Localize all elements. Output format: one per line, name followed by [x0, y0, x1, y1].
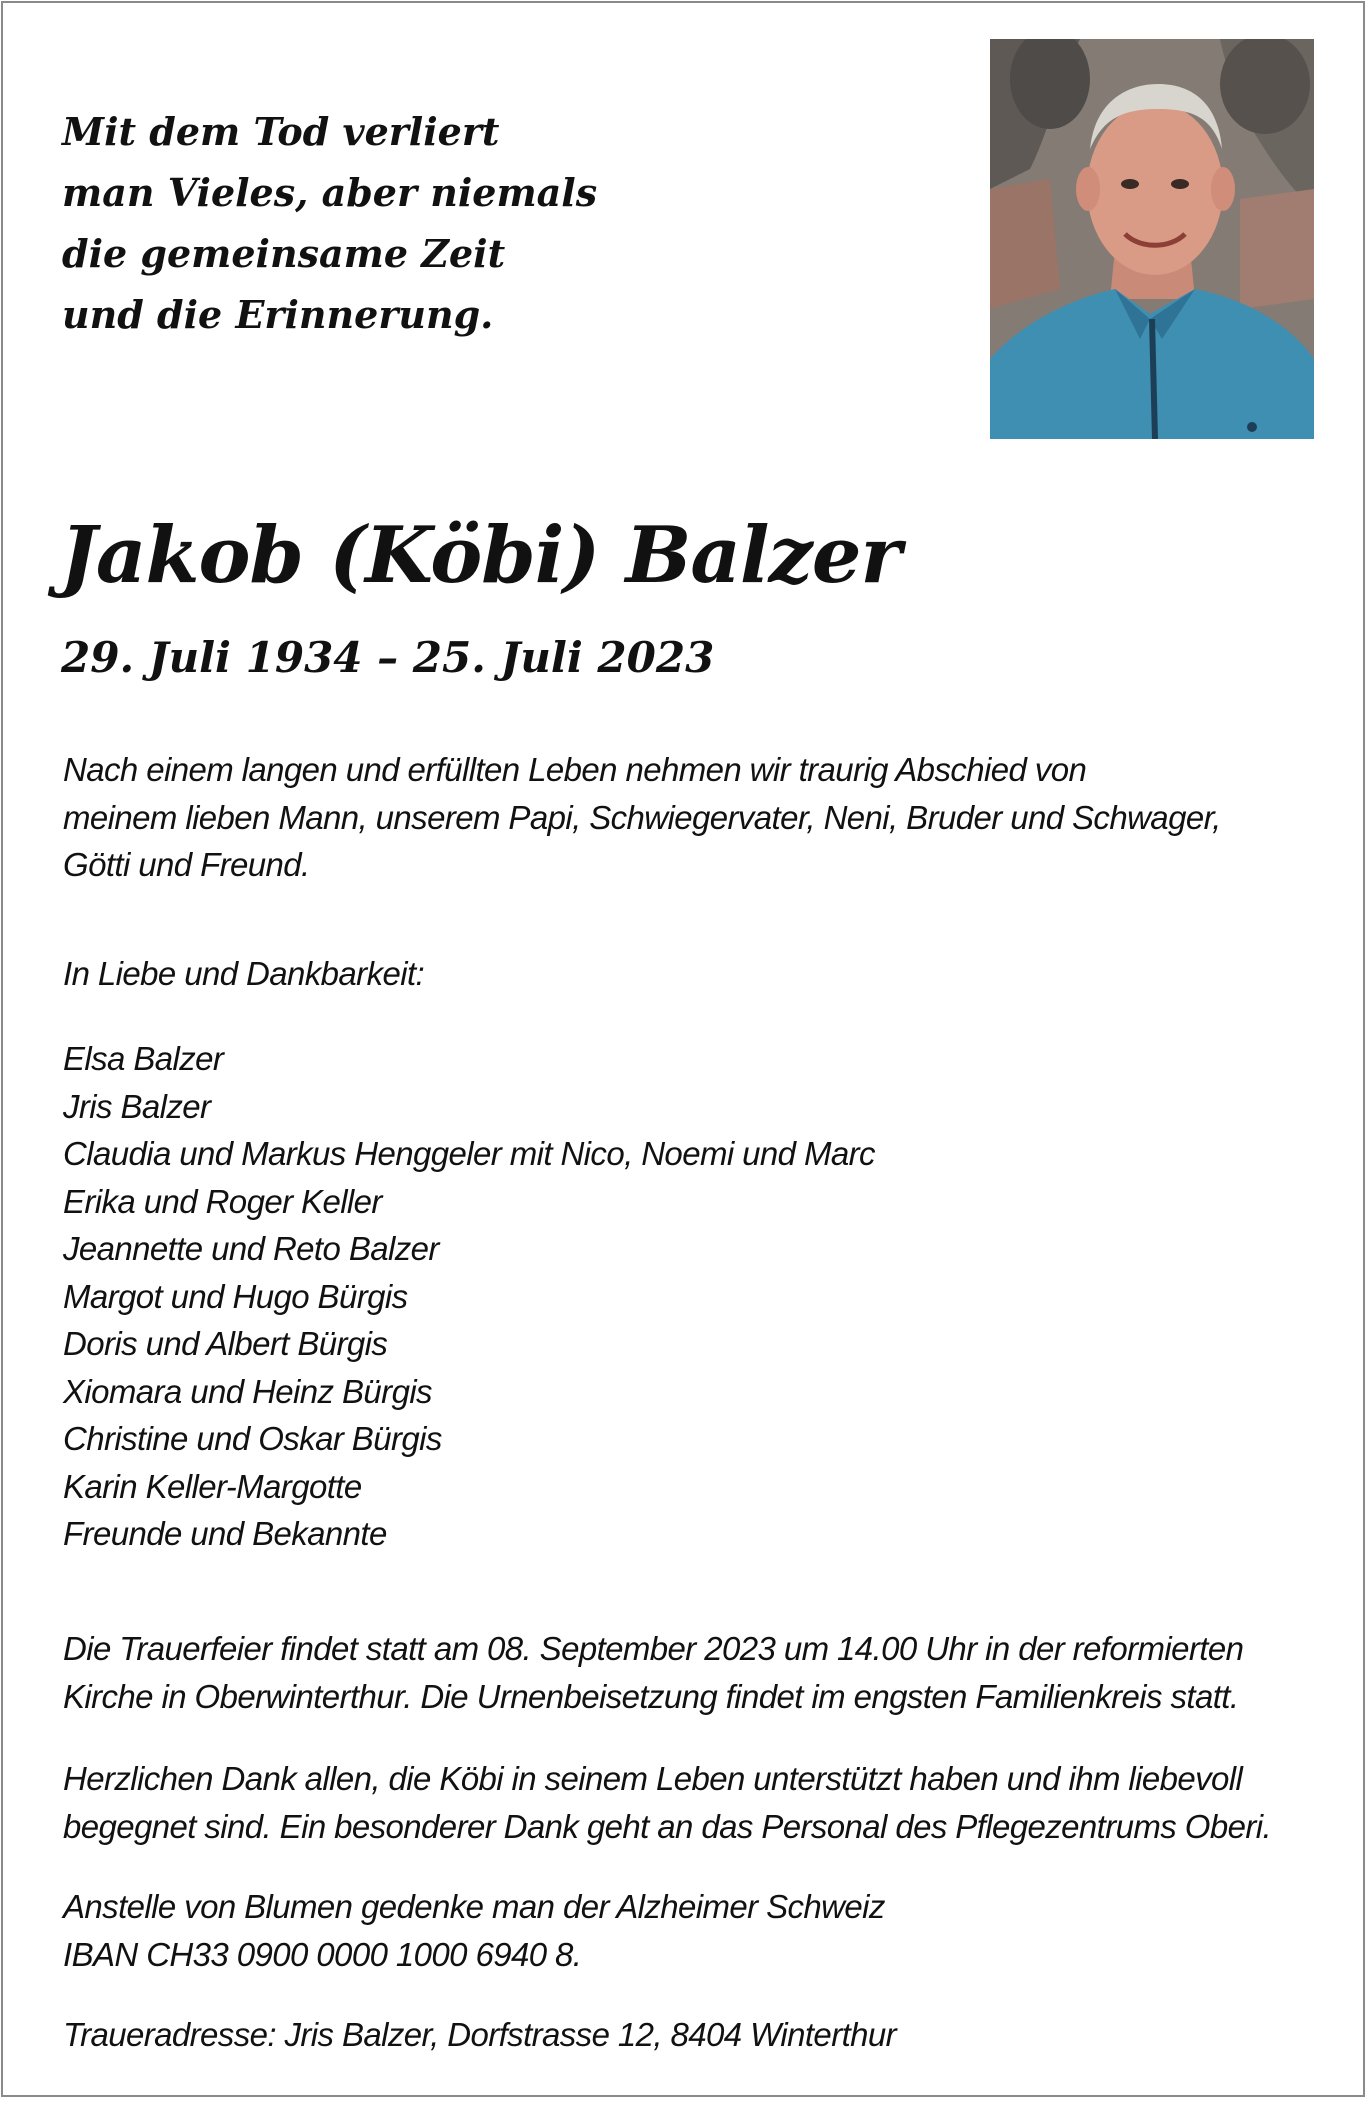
mourner-item: Jris Balzer	[63, 1087, 211, 1125]
mourning-address: Traueradresse: Jris Balzer, Dorfstrasse 12, 8404 Winterthur	[63, 2016, 897, 2053]
mourner-item: Erika und Roger Keller	[63, 1182, 382, 1220]
paragraph-line: Götti und Freund.	[63, 846, 310, 883]
mourner-item: Freunde und Bekannte	[63, 1515, 387, 1552]
quote-line: Mit dem Tod verliert	[62, 109, 500, 154]
paragraph-line: Nach einem langen und erfüllten Leben nehmen wir traurig Abschied von	[63, 751, 1087, 788]
gratitude-heading: In Liebe und Dankbarkeit:	[63, 955, 425, 992]
paragraph-line: Die Trauerfeier findet statt am 08. September 2023 um 14.00 Uhr in der reformierten	[63, 1630, 1244, 1667]
mourner-item: Karin Keller-Margotte	[63, 1467, 362, 1505]
paragraph-line: Kirche in Oberwinterthur. Die Urnenbeisetzung findet im engsten Familienkreis statt.	[63, 1677, 1239, 1715]
quote-line: und die Erinnerung.	[62, 292, 494, 337]
paragraph-line: meinem lieben Mann, unserem Papi, Schwiegervater, Neni, Bruder und Schwager,	[63, 798, 1221, 836]
quote-line: die gemeinsame Zeit	[62, 231, 506, 276]
portrait-photo	[990, 39, 1314, 439]
farewell-paragraph	[63, 746, 1221, 889]
mourner-item: Xiomara und Heinz Bürgis	[63, 1372, 432, 1410]
mourner-item: Margot und Hugo Bürgis	[63, 1277, 408, 1315]
paragraph-line: Herzlichen Dank allen, die Köbi in seinem Leben unterstützt haben und ihm liebevoll	[63, 1760, 1243, 1797]
memorial-quote	[62, 101, 662, 345]
mourner-item: Jeannette und Reto Balzer	[63, 1230, 439, 1267]
thanks-paragraph	[63, 1755, 1271, 1850]
donation-info	[63, 1883, 885, 1978]
paragraph-line: Anstelle von Blumen gedenke man der Alzheimer Schweiz	[63, 1888, 885, 1925]
obituary-card	[1, 1, 1365, 2097]
deceased-name: Jakob (Köbi) Balzer	[60, 510, 901, 601]
iban-line: IBAN CH33 0900 0000 1000 6940 8.	[63, 1935, 582, 1973]
ceremony-info	[63, 1625, 1243, 1720]
life-dates: 29. Juli 1934 – 25. Juli 2023	[61, 633, 715, 682]
mourner-item: Claudia und Markus Henggeler mit Nico, Noemi und Marc	[63, 1135, 875, 1172]
quote-line: man Vieles, aber niemals	[62, 170, 598, 215]
paragraph-line: begegnet sind. Ein besonderer Dank geht an das Personal des Pflegezentrums Oberi.	[63, 1807, 1272, 1845]
mourner-item: Christine und Oskar Bürgis	[63, 1420, 442, 1457]
mourners-list	[63, 1035, 875, 1558]
mourner-item: Elsa Balzer	[63, 1040, 224, 1077]
mourner-item: Doris und Albert Bürgis	[63, 1325, 388, 1362]
